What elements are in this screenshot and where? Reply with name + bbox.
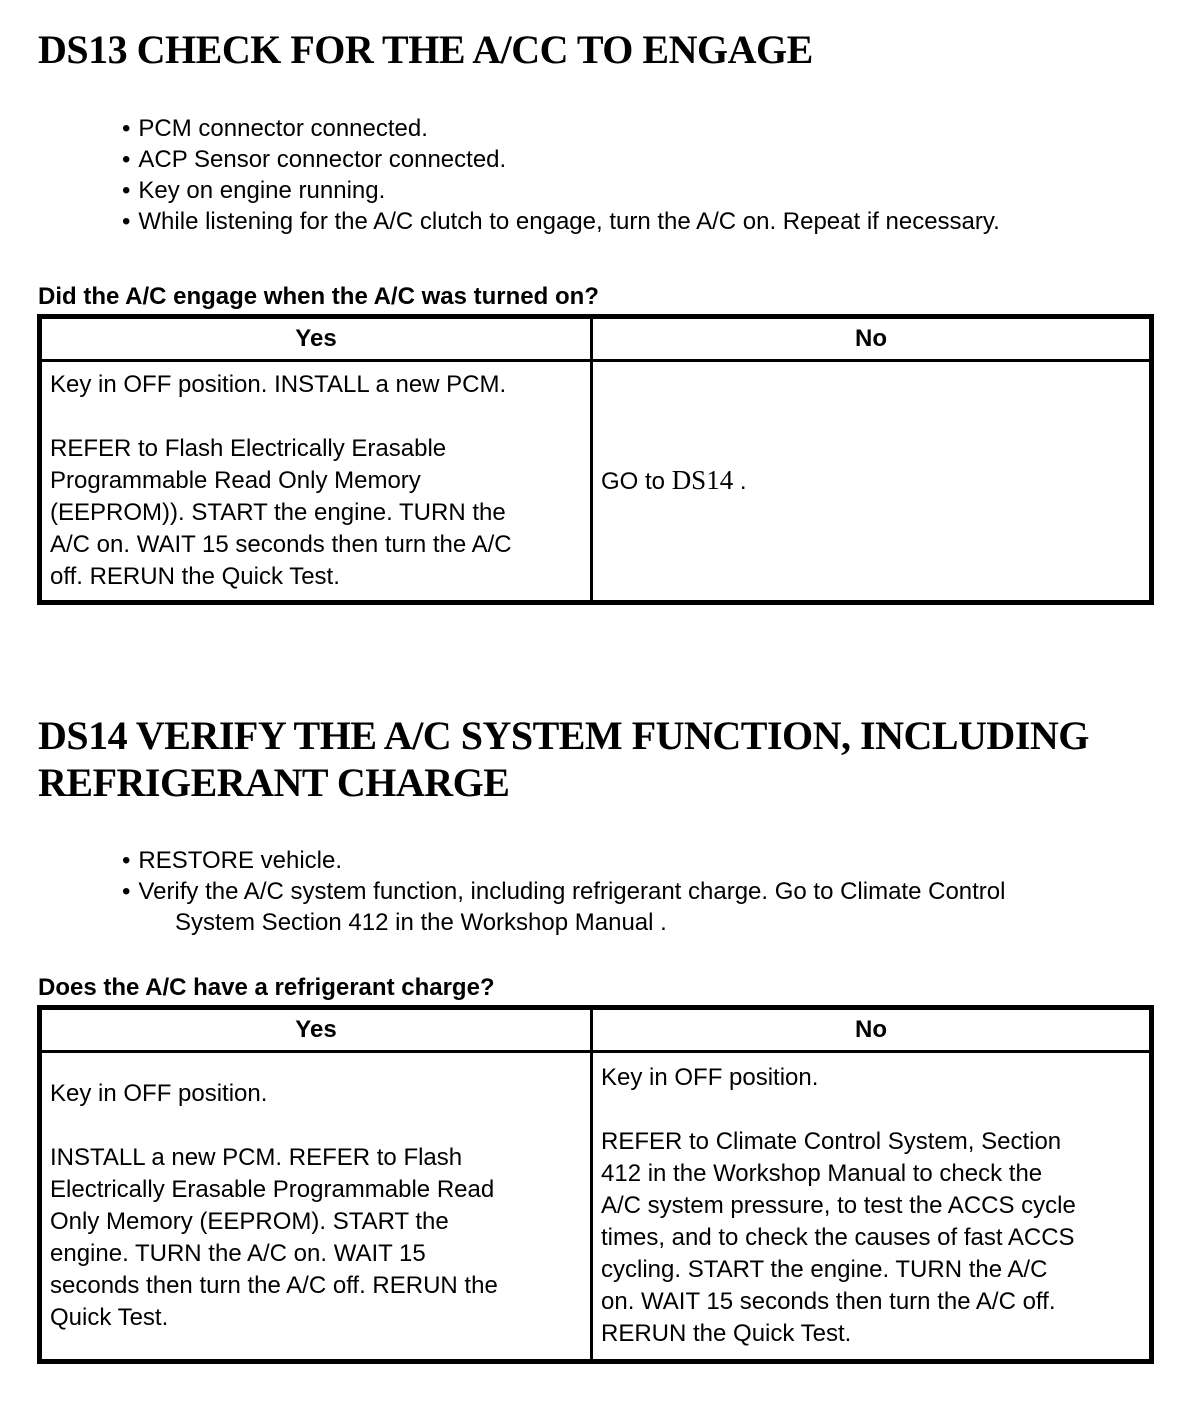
list-item-text: Verify the A/C system function, including refrigerant charge. Go to Climate Control System Section 412 in the Workshop Manual .	[138, 878, 1006, 936]
no-column-header: No	[592, 317, 1152, 361]
list-item	[122, 113, 1065, 144]
yes-column-header: Yes	[40, 1008, 592, 1052]
no-cell	[592, 361, 1152, 603]
yes-cell-paragraph: INSTALL a new PCM. REFER to Flash Electrically Erasable Programmable Read Only Memory (EEPROM). START the engine. TURN the A/C on. WAIT 15 seconds then turn the A/C off. RERUN the Quick Test.	[50, 1144, 498, 1331]
list-item-text: While listening for the A/C clutch to engage, turn the A/C on. Repeat if necessary.	[138, 208, 1000, 235]
list-item	[122, 845, 1065, 876]
list-item	[122, 144, 1065, 175]
yes-cell	[40, 361, 592, 603]
bullet-icon: •	[122, 146, 131, 173]
ds14-question: Does the A/C have a refrigerant charge?	[38, 974, 495, 1001]
ds13-decision-table	[37, 314, 1154, 605]
table-header-row	[40, 317, 1152, 361]
list-item-text: RESTORE vehicle.	[138, 847, 343, 874]
table-header-row	[40, 1008, 1152, 1052]
no-cell-paragraph: REFER to Climate Control System, Section 412 in the Workshop Manual to check the A/C system pressure, to test the ACCS cycle times, and to check the causes of fast ACCS cycling. START the engine. TURN the A/C on. WAIT 15 seconds then turn the A/C off. RERUN the Quick Test.	[601, 1128, 1076, 1347]
ds13-question: Did the A/C engage when the A/C was turned on?	[38, 283, 599, 310]
list-item	[122, 175, 1065, 206]
list-item-text: ACP Sensor connector connected.	[138, 146, 507, 173]
bullet-icon: •	[122, 847, 131, 874]
list-item-text: PCM connector connected.	[138, 115, 428, 142]
list-item-text: Key on engine running.	[138, 177, 386, 204]
list-item	[122, 206, 1065, 237]
ds13-bullet-list	[122, 113, 1160, 237]
list-item	[122, 876, 1065, 938]
table-row	[40, 361, 1152, 603]
yes-cell-paragraph: Key in OFF position. INSTALL a new PCM.	[50, 371, 507, 398]
table-row	[40, 1052, 1152, 1362]
bullet-icon: •	[122, 878, 131, 905]
bullet-icon: •	[122, 115, 131, 142]
bullet-icon: •	[122, 208, 131, 235]
bullet-icon: •	[122, 177, 131, 204]
yes-cell	[40, 1052, 592, 1362]
go-to-prefix: GO to	[601, 468, 672, 495]
no-cell-paragraph: Key in OFF position.	[601, 1064, 819, 1091]
go-to-instruction	[601, 464, 1133, 498]
ds14-bullet-list	[122, 845, 1160, 938]
ds14-decision-table	[37, 1005, 1154, 1364]
section-heading-ds13: DS13 CHECK FOR THE A/CC TO ENGAGE	[38, 27, 813, 72]
yes-column-header: Yes	[40, 317, 592, 361]
no-cell	[592, 1052, 1152, 1362]
yes-cell-paragraph: Key in OFF position.	[50, 1080, 268, 1107]
yes-cell-paragraph: REFER to Flash Electrically Erasable Programmable Read Only Memory (EEPROM)). START the engine. TURN the A/C on. WAIT 15 seconds then turn the A/C off. RERUN the Quick Test.	[50, 435, 512, 590]
section-heading-ds14: DS14 VERIFY THE A/C SYSTEM FUNCTION, INCLUDING REFRIGERANT CHARGE	[38, 713, 1089, 805]
go-to-suffix: .	[733, 468, 747, 495]
no-column-header: No	[592, 1008, 1152, 1052]
ds14-link[interactable]: DS14	[671, 465, 734, 495]
